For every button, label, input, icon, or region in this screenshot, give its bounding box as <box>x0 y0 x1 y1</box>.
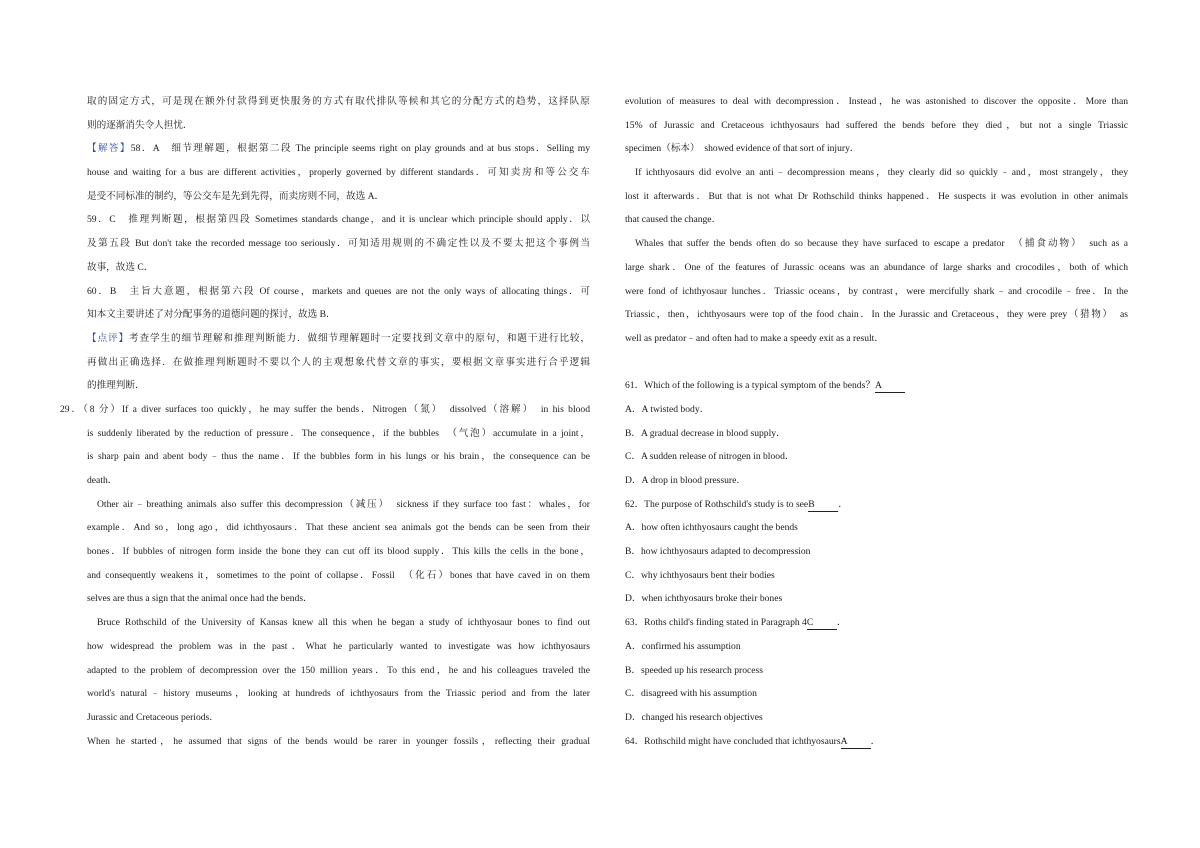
answer-blank: C <box>807 617 837 630</box>
text-line: selves are thus a sign that the animal once had the bends． <box>87 593 313 605</box>
text-line: were fond of ichthyosaur lunches．Triassic oceans，by contrast，were mercifully shark﹣and crocodile﹣free．In the <box>625 285 1128 297</box>
answer-tag: 【解答】 <box>87 143 131 155</box>
answer-58: 【解答】58．A 细节理解题，根据第二段 The principle seems right on play grounds and at bus stops．Selling my <box>87 143 590 155</box>
text-line: example．And so，long ago，did ichthyosaurs．That these ancient sea animals got the bends can be seen from their <box>87 522 590 534</box>
text-line: 是受不同标准的制约，等公交车是先到先得，而卖房则不同，故选 A． <box>87 190 385 202</box>
question-62: 62．The purpose of Rothschild's study is to seeB ． <box>625 498 848 510</box>
comment: 【点评】考查学生的细节理解和推理判断能力．做细节理解题时一定要找到文章中的原句，和题干进行比较， <box>87 332 590 344</box>
text-line: 再做出正确选择．在做推理判断题时不要以个人的主观想象代替文章的事实，要根据文章事实进行合乎逻辑 <box>87 356 590 368</box>
text-line: well as predator﹣and often had to make a speedy exit as a result． <box>625 332 884 344</box>
option: A．how often ichthyosaurs caught the bends <box>625 522 798 534</box>
option: A．A twisted body． <box>625 403 710 415</box>
option: D．when ichthyosaurs broke their bones <box>625 593 783 605</box>
text-line: Triassic，then，ichthyosaurs were top of the food chain．In the Jurassic and Cretaceous，they were prey（猎物） as <box>625 309 1128 321</box>
option: D．changed his research objectives <box>625 711 763 723</box>
text-line: specimen（标本） showed evidence of that sort of injury． <box>625 143 860 155</box>
text-line: 故事，故选 C． <box>87 261 154 273</box>
option: A．confirmed his assumption <box>625 640 741 652</box>
text-line: large shark．One of the features of Jurassic oceans was an abundance of large sharks and crocodiles，both of which <box>625 261 1128 273</box>
spacer <box>625 351 1128 375</box>
option: B．how ichthyosaurs adapted to decompression <box>625 546 811 558</box>
option: D．A drop in blood pressure． <box>625 475 746 486</box>
option: B．A gradual decrease in blood supply． <box>625 427 786 439</box>
question-61: 61．Which of the following is a typical symptom of the bends？A <box>625 374 1128 398</box>
option: C．A sudden release of nitrogen in blood． <box>625 451 795 463</box>
text-line: lost it afterwards．But that is not what Dr Rothschild thinks happened．He suspects it was evolution in other animals <box>625 190 1128 202</box>
comment-tag: 【点评】 <box>87 332 129 344</box>
text-line: adapted to the problem of decompression over the 150 million years．To this end，he and his colleagues traveled the <box>87 664 590 676</box>
text-line: world's natural﹣history museums，looking at hundreds of ichthyosaurs from the Triassic period and from the later <box>87 688 590 700</box>
answer-blank: A <box>875 380 905 393</box>
text-line: Jurassic and Cretaceous periods． <box>87 711 219 723</box>
text-line: is suddenly liberated by the reduction of pressure．The consequence，if the bubbles （气泡）accumulate in a joint， <box>87 427 590 439</box>
text-line: 15% of Jurassic and Cretaceous ichthyosaurs had suffered the bends before they died，but not a single Triassic <box>625 119 1128 131</box>
question-29: 29．（8 分）If a diver surfaces too quickly，he may suffer the bends．Nitrogen（氮） dissolved（溶解） in his blood <box>60 403 590 415</box>
paragraph-2: Other air﹣breathing animals also suffer this decompression（减压） sickness if they surface too fast：whales，for <box>97 498 590 510</box>
text-line: is sharp pain and abent body﹣thus the name．If the bubbles form in his lungs or his brain，the consequence can be <box>87 451 590 463</box>
text-line: and consequently weakens it，sometimes to the point of collapse．Fossil （化石）bones that have caved in on them <box>87 569 590 581</box>
right-column <box>625 90 1128 753</box>
option: C．disagreed with his assumption <box>625 688 757 700</box>
text-line: 则的逐渐消失令人担忧． <box>87 119 193 131</box>
text-line: bones．If bubbles of nitrogen form inside the bone they can cut off its blood supply．This kills the cells in the bone， <box>87 546 590 558</box>
answer-60: 60．B 主旨大意题，根据第六段 Of course，markets and queues are not the only ways of allocating things．可 <box>87 285 590 297</box>
text-line: 的推理判断． <box>87 380 145 392</box>
text-line: 及第五段 But don't take the recorded message too seriously．可知适用规则的不确定性以及不要太把这个事例当 <box>87 238 590 250</box>
text-line: that caused the change． <box>625 214 722 226</box>
text-line: house and waiting for a bus are different activities，properly governed by different standards．可知卖房和等公交车 <box>87 167 590 179</box>
answer-59: 59．C 推理判断题，根据第四段 Sometimes standards change，and it is unclear which principle should apply．以 <box>87 214 590 226</box>
text-line: 知本文主要讲述了对分配事务的道德问题的探讨，故选 B． <box>87 309 336 321</box>
paragraph-6: Whales that suffer the bends often do so because they have surfaced to escape a predator （捕食动物） such as a <box>635 238 1128 250</box>
option: B．speeded up his research process <box>625 664 763 676</box>
left-column <box>60 90 590 753</box>
text-line: how widespread the problem was in the past．What he particularly wanted to investigate was how ichthyosaurs <box>87 640 590 652</box>
text-line: 取的固定方式，可是现在额外付款得到更快服务的方式有取代排队等候和其它的分配方式的趋势，这择队原 <box>87 96 590 107</box>
option: C．why ichthyosaurs bent their bodies <box>625 569 775 581</box>
paragraph-5: If ichthyosaurs did evolve an anti﹣decompression means，they clearly did so quickly﹣and，most strangely，they <box>635 167 1128 179</box>
text-line: death． <box>87 475 118 486</box>
text-line: evolution of measures to deal with decompression．Instead，he was astonished to discover the opposite．More than <box>625 96 1128 107</box>
answer-blank: A <box>841 736 871 749</box>
paragraph-3: Bruce Rothschild of the University of Kansas knew all this when he began a study of ichthyosaur bones to find out <box>97 617 590 629</box>
question-64: 64．Rothschild might have concluded that ichthyosaursA ． <box>625 735 881 747</box>
question-63: 63．Roths child's finding stated in Paragraph 4C ． <box>625 617 847 629</box>
answer-blank: B <box>808 499 838 512</box>
paragraph-4: When he started，he assumed that signs of the bends would be rarer in younger fossils，reflecting their gradual <box>87 735 590 747</box>
